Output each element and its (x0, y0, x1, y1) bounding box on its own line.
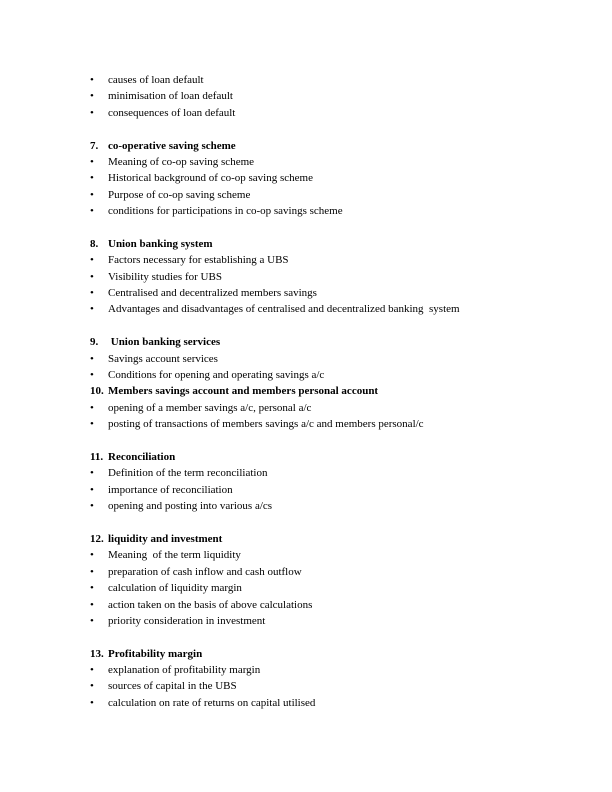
section-heading (90, 334, 570, 350)
section-title: co-operative saving scheme (108, 139, 236, 152)
list-item: • causes of loan default (90, 72, 570, 88)
list-item: • posting of transactions of members savings a/c and members personal/c (90, 416, 570, 432)
list-item: • calculation of liquidity margin (90, 580, 570, 596)
list-item: • importance of reconciliation (90, 482, 570, 498)
section-heading (90, 236, 570, 252)
list-item: • calculation on rate of returns on capital utilised (90, 695, 570, 711)
list-item: • action taken on the basis of above calculations (90, 597, 570, 613)
section-heading (90, 138, 570, 154)
list-item: • explanation of profitability margin (90, 662, 570, 678)
section-heading (90, 646, 570, 662)
section-title: liquidity and investment (108, 532, 223, 545)
list-item: • Meaning of the term liquidity (90, 547, 570, 563)
list-item: • Centralised and decentralized members savings (90, 285, 570, 301)
list-item: • Conditions for opening and operating savings a/c (90, 367, 570, 383)
list-item: • sources of capital in the UBS (90, 678, 570, 694)
list-item: • Meaning of co-op saving scheme (90, 154, 570, 170)
section-number: 7. (90, 139, 99, 152)
section-number: 8. (90, 237, 99, 250)
list-item: • priority consideration in investment (90, 613, 570, 629)
section-number: 12. (90, 532, 104, 545)
list-item: • minimisation of loan default (90, 88, 570, 104)
list-item: • preparation of cash inflow and cash outflow (90, 564, 570, 580)
section-number: 9. (90, 336, 99, 349)
section-number: 11. (90, 450, 104, 463)
list-item: • Visibility studies for UBS (90, 269, 570, 285)
list-item: • opening of a member savings a/c, personal a/c (90, 400, 570, 416)
document-page (90, 72, 570, 711)
list-item: • Historical background of co-op saving scheme (90, 170, 570, 186)
list-item: • Factors necessary for establishing a UBS (90, 252, 570, 268)
list-item: • Definition of the term reconciliation (90, 465, 570, 481)
section-heading (90, 531, 570, 547)
section-title: Profitability margin (108, 647, 203, 660)
section-title: Reconciliation (108, 450, 176, 463)
section-title: Union banking services (108, 336, 221, 349)
list-item: • Purpose of co-op saving scheme (90, 187, 570, 203)
section-title: Members savings account and members personal account (108, 385, 379, 398)
list-item: • Advantages and disadvantages of centralised and decentralized banking system (90, 301, 570, 317)
section-number: 10. (90, 385, 104, 398)
section-number: 13. (90, 647, 104, 660)
section-heading (90, 449, 570, 465)
list-item: • consequences of loan default (90, 105, 570, 121)
list-item: • conditions for participations in co-op savings scheme (90, 203, 570, 219)
list-item: • Savings account services (90, 351, 570, 367)
section-title: Union banking system (108, 237, 213, 250)
list-item: • opening and posting into various a/cs (90, 498, 570, 514)
section-heading (90, 383, 570, 399)
